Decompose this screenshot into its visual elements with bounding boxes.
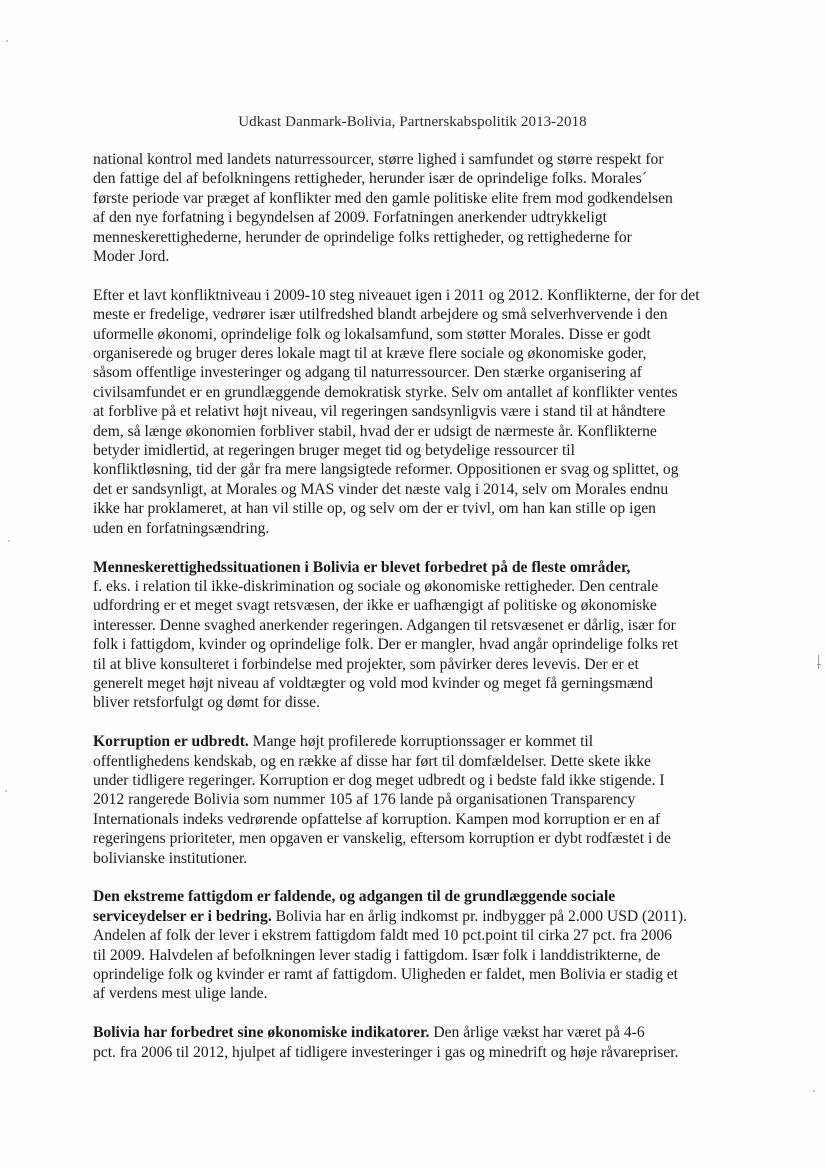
paragraph-human-rights: [93, 558, 733, 713]
scan-edge-mark: [818, 655, 819, 669]
paragraph-economy: [93, 1023, 733, 1062]
scan-speck: [8, 540, 10, 542]
running-header: Udkast Danmark-Bolivia, Partnerskabspolitik 2013-2018: [238, 114, 587, 130]
paragraph-lead: Menneskerettighedssituationen i Bolivia er blevet forbedret på de fleste områder,: [93, 558, 631, 576]
paragraph-national-control: [93, 150, 733, 266]
paragraph-text: Den årlige vækst har været på 4-6 pct. fra 2006 til 2012, hjulpet af tidligere investeringer i gas og minedrift og høje råvarepriser.: [93, 1024, 679, 1061]
paragraph-text: f. eks. i relation til ikke-diskrimination og sociale og økonomiske rettigheder. Den centrale udfordring er et meget svagt retsvæsen, der ikke er uafhængigt af politiske og økonomiske interesser. Denne svaghed anerkender regeringen. Adgangen til retsvæsenet er dårlig, især for folk i fattigdom, kvinder og oprindelige folk. Der er mangler, hvad angår oprindelige folks ret til at blive konsulteret i forbindelse med projekter, som påvirker deres levevis. Der er et generelt meget højt niveau af voldtægter og vold mod kvinder og meget få gerningsmænd bliver retsforfulgt og dømt for disse.: [93, 577, 679, 712]
paragraph-text: Efter et lavt konfliktniveau i 2009-10 steg niveauet igen i 2011 og 2012. Konflikterne, der for det meste er fredelige, vedrører især utilfredshed blandt arbejdere og små selverhvervende i den uformelle økonomi, oprindelige folk og lokalsamfund, som støtter Morales. Disse er godt organiserede og bruger deres lokale magt til at kræve flere sociale og økonomiske goder, såsom offentlige investeringer og adgang til naturressourcer. Den stærke organisering af civilsamfundet er en grundlæggende demokratisk styrke. Selv om antallet af konflikter ventes at forblive på et relativt højt niveau, vil regeringen sandsynligvis være i stand til at håndtere dem, så længe økonomien forbliver stabil, hvad der er udsigt de nærmeste år. Konflikterne betyder imidlertid, at regeringen bruger meget tid og betydelige ressourcer til konfliktløsning, tid der går fra mere langsigtede reformer. Oppositionen er svag og splittet, og det er sandsynligt, at Morales og MAS vinder det næste valg i 2014, selv om Morales endnu ikke har proklameret, at han vil stille op, og selv om der er tvivl, om han kan stille op igen uden en forfatningsændring.: [93, 286, 700, 537]
document-body: [93, 150, 733, 1081]
paragraph-corruption: [93, 732, 733, 868]
scan-speck: [5, 790, 7, 792]
paragraph-text: Mange højt profilerede korruptionssager er kommet til offentlighedens kendskab, og en række af disse har ført til domfældelser. Dette skete ikke under tidligere regeringer. Korruption er dog meget udbredt og i bedste fald ikke stigende. I 2012 rangerede Bolivia som nummer 105 af 176 lande på organisationen Transparency Internationals indeks vedrørende opfattelse af korruption. Kampen mod korruption er en af regeringens prioriteter, men opgaven er vanskelig, eftersom korruption er dybt rodfæstet i de bolivianske institutioner.: [93, 733, 671, 867]
paragraph-conflict-level: [93, 286, 733, 538]
paragraph-text: national kontrol med landets naturressourcer, større lighed i samfundet og større respekt for den fattige del af befolkningens rettigheder, herunder især de oprindelige folks. Morales´ første periode var præget af konflikter med den gamle politiske elite frem mod godkendelsen af den nye forfatning i begyndelsen af 2009. Forfatningen anerkender udtrykkeligt menneskerettighederne, herunder de oprindelige folks rettigheder, og rettighederne for Moder Jord.: [93, 151, 673, 266]
paragraph-lead: Korruption er udbredt.: [93, 733, 249, 751]
paragraph-lead: Den ekstreme fattigdom er faldende, og adgangen til de grundlæggende sociale serviceydelser er i bedring.: [93, 888, 616, 925]
scan-edge-mark: [817, 664, 821, 665]
paragraph-lead: Bolivia har forbedret sine økonomiske indikatorer.: [93, 1024, 430, 1042]
paragraph-text: Bolivia har en årlig indkomst pr. indbygger på 2.000 USD (2011). Andelen af folk der lever i ekstrem fattigdom faldt med 10 pct.point til cirka 27 pct. fra 2006 til 2009. Halvdelen af befolkningen lever stadig i fattigdom. Især folk i landdistrikterne, de oprindelige folk og kvinder er ramt af fattigdom. Uligheden er faldet, men Bolivia er stadig et af verdens mest ulige lande.: [93, 907, 687, 1003]
paragraph-poverty: [93, 887, 733, 1003]
scan-speck: [813, 1090, 815, 1092]
scan-speck: [6, 40, 8, 42]
